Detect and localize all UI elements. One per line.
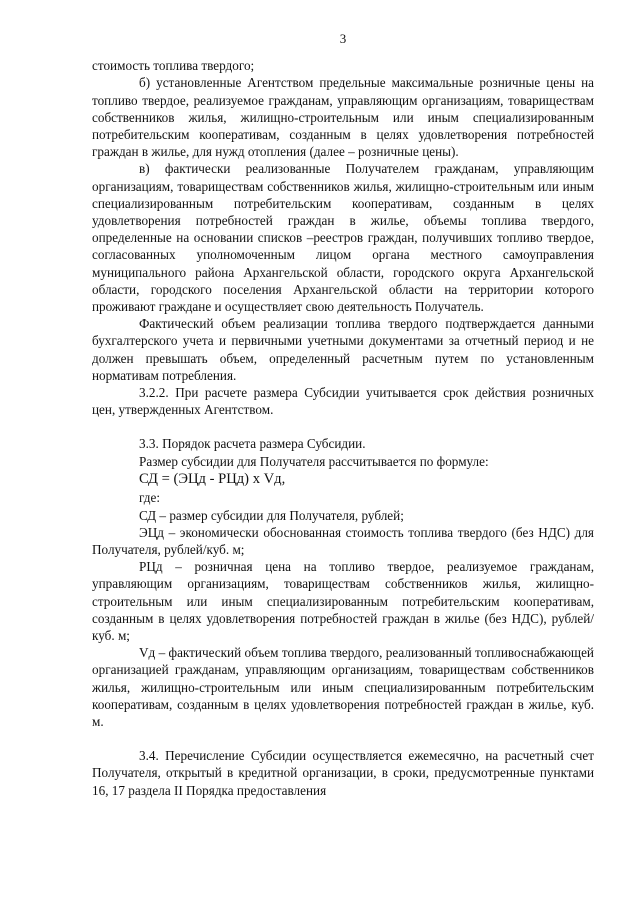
paragraph-volume-confirmation: Фактический объем реализации топлива твердого подтверждается данными бухгалтерского учета и первичными учетными документами за отчетный период и не должен превышать объем, определенный расчетным путем по установленным нормативам потребления. [92, 316, 594, 383]
paragraph-3-4: 3.4. Перечисление Субсидии осуществляется ежемесячно, на расчетный счет Получателя, открытый в кредитной организации, в сроки, предусмотренные пунктами 16, 17 раздела II Порядка предоставления [92, 748, 594, 798]
definition-ecd: ЭЦд – экономически обоснованная стоимость топлива твердого (без НДС) для Получателя, рублей/куб. м; [92, 524, 594, 557]
paragraph-formula-intro: Размер субсидии для Получателя рассчитывается по формуле: [139, 453, 489, 469]
formula-where: где: [139, 490, 160, 506]
definition-rcd: РЦд – розничная цена на топливо твердое, реализуемое гражданам, управляющим организациям, товариществам собственников жилья, жилищно-строительным или иным специализированным потребительским кооперативам, созданным в целях удовлетворения потребностей граждан в жилье (без НДС), рублей/куб. м; [92, 559, 594, 643]
section-3-3-heading: 3.3. Порядок расчета размера Субсидии. [139, 436, 366, 452]
subsidy-formula: СД = (ЭЦд - РЦд) х Vд, [139, 470, 286, 487]
paragraph-retail-prices: б) установленные Агентством предельные максимальные розничные цены на топливо твердое, реализуемое гражданам, управляющим организациям, товариществам собственников жилья, жилищно-строительным или иным специализированным потребительским кооперативам, созданным в целях удовлетворения потребностей граждан в жилье, для нужд отопления (далее – розничные цены). [92, 75, 594, 160]
paragraph-fuel-cost: стоимость топлива твердого; [92, 58, 255, 74]
document-page [92, 30, 594, 799]
definition-sd: СД – размер субсидии для Получателя, рублей; [139, 507, 404, 523]
definition-vd: Vд – фактический объем топлива твердого, реализованный топливоснабжающей организацией гражданам, управляющим организациям, товариществам собственников жилья, жилищно-строительным или иным специализированным потребительским кооперативам, созданным в целях удовлетворения потребностей граждан в жилье, куб. м. [92, 645, 594, 730]
paragraph-actual-volumes: в) фактически реализованные Получателем гражданам, управляющим организациям, товариществам собственников жилья, жилищно-строительным или иным специализированным потребительским кооперативам, созданным в целях удовлетворения потребностей граждан в жилье, объемы топлива твердого, определенные на основании списков –реестров граждан, получивших топливо твердое, согласованных уполномоченным лицом органа местного самоуправления муниципального района Архангельской области, городского округа Архангельской области, городского поселения Архангельской области на территории которого проживают граждане и осуществляет свою деятельность Получатель. [92, 161, 594, 315]
page-number: 3 [339, 31, 347, 46]
paragraph-3-2-2: 3.2.2. При расчете размера Субсидии учитывается срок действия розничных цен, утвержденных Агентством. [92, 385, 594, 418]
